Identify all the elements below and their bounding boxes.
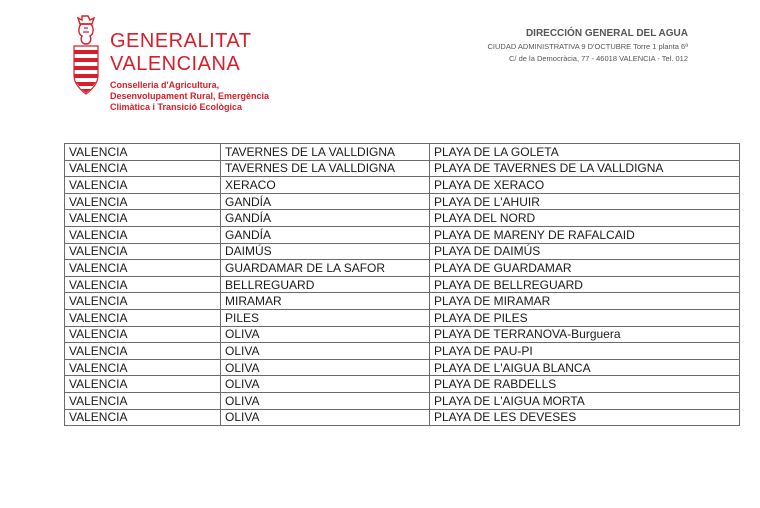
municipality-cell: DAIMÚS — [221, 243, 430, 260]
table-row — [65, 260, 740, 277]
beach-cell: PLAYA DE BELLREGUARD — [430, 276, 740, 293]
beach-cell: PLAYA DE L'AIGUA BLANCA — [430, 359, 740, 376]
province-cell: VALENCIA — [65, 392, 221, 409]
municipality-cell: BELLREGUARD — [221, 276, 430, 293]
beach-cell: PLAYA DE LES DEVESES — [430, 409, 740, 426]
municipality-cell: PILES — [221, 309, 430, 326]
municipality-cell: MIRAMAR — [221, 293, 430, 310]
generalitat-title — [110, 30, 251, 76]
municipality-cell: OLIVA — [221, 326, 430, 343]
province-cell: VALENCIA — [65, 343, 221, 360]
beach-cell: PLAYA DE PAU-PI — [430, 343, 740, 360]
municipality-cell: OLIVA — [221, 376, 430, 393]
province-cell: VALENCIA — [65, 293, 221, 310]
province-cell: VALENCIA — [65, 376, 221, 393]
municipality-cell: XERACO — [221, 177, 430, 194]
beach-cell: PLAYA DE LA GOLETA — [430, 144, 740, 161]
logo-sub-line3: Climàtica i Transició Ecològica — [110, 102, 243, 112]
beach-cell: PLAYA DE L'AIGUA MORTA — [430, 392, 740, 409]
conselleria-name — [110, 80, 269, 113]
province-cell: VALENCIA — [65, 260, 221, 277]
table-row — [65, 144, 740, 161]
province-cell: VALENCIA — [65, 243, 221, 260]
table-row — [65, 177, 740, 194]
municipality-cell: GANDÍA — [221, 193, 430, 210]
table-row — [65, 343, 740, 360]
table-row — [65, 359, 740, 376]
municipality-cell: OLIVA — [221, 343, 430, 360]
senyera-crest-icon — [70, 14, 102, 96]
beach-cell: PLAYA DEL NORD — [430, 210, 740, 227]
table-row — [65, 193, 740, 210]
beach-cell: PLAYA DE TERRANOVA-Burguera — [430, 326, 740, 343]
logo-sub-line2: Desenvolupament Rural, Emergència — [110, 91, 270, 101]
municipality-cell: TAVERNES DE LA VALLDIGNA — [221, 160, 430, 177]
agency-address-block — [487, 27, 688, 65]
province-cell: VALENCIA — [65, 193, 221, 210]
province-cell: VALENCIA — [65, 409, 221, 426]
beach-cell: PLAYA DE MIRAMAR — [430, 293, 740, 310]
province-cell: VALENCIA — [65, 226, 221, 243]
beaches-table-body — [65, 144, 740, 426]
table-row — [65, 160, 740, 177]
table-row — [65, 392, 740, 409]
beaches-table — [64, 143, 740, 426]
table-row — [65, 276, 740, 293]
beach-cell: PLAYA DE XERACO — [430, 177, 740, 194]
agency-address-line2: C/ de la Democràcia, 77 - 46018 VALENCIA - Tel. 012 — [509, 54, 688, 63]
beach-cell: PLAYA DE L'AHUIR — [430, 193, 740, 210]
province-cell: VALENCIA — [65, 276, 221, 293]
municipality-cell: OLIVA — [221, 359, 430, 376]
province-cell: VALENCIA — [65, 210, 221, 227]
table-row — [65, 309, 740, 326]
province-cell: VALENCIA — [65, 326, 221, 343]
province-cell: VALENCIA — [65, 177, 221, 194]
agency-address-line1: CIUDAD ADMINISTRATIVA 9 D'OCTUBRE Torre 1 planta 6ª — [487, 42, 688, 51]
agency-title: DIRECCIÓN GENERAL DEL AGUA — [525, 28, 688, 39]
beach-cell: PLAYA DE PILES — [430, 309, 740, 326]
logo-title-line2: VALENCIANA — [110, 53, 241, 75]
province-cell: VALENCIA — [65, 309, 221, 326]
municipality-cell: OLIVA — [221, 392, 430, 409]
province-cell: VALENCIA — [65, 160, 221, 177]
province-cell: VALENCIA — [65, 144, 221, 161]
beach-cell: PLAYA DE RABDELLS — [430, 376, 740, 393]
province-cell: VALENCIA — [65, 359, 221, 376]
municipality-cell: TAVERNES DE LA VALLDIGNA — [221, 144, 430, 161]
table-row — [65, 376, 740, 393]
beach-cell: PLAYA DE GUARDAMAR — [430, 260, 740, 277]
table-row — [65, 226, 740, 243]
logo-title-line1: GENERALITAT — [110, 30, 252, 52]
municipality-cell: OLIVA — [221, 409, 430, 426]
municipality-cell: GANDÍA — [221, 210, 430, 227]
beach-cell: PLAYA DE MARENY DE RAFALCAID — [430, 226, 740, 243]
table-row — [65, 210, 740, 227]
generalitat-logo — [70, 14, 300, 124]
logo-sub-line1: Conselleria d'Agricultura, — [110, 80, 220, 90]
municipality-cell: GUARDAMAR DE LA SAFOR — [221, 260, 430, 277]
table-row — [65, 326, 740, 343]
table-row — [65, 243, 740, 260]
table-row — [65, 293, 740, 310]
table-row — [65, 409, 740, 426]
beach-cell: PLAYA DE DAIMÚS — [430, 243, 740, 260]
beach-cell: PLAYA DE TAVERNES DE LA VALLDIGNA — [430, 160, 740, 177]
municipality-cell: GANDÍA — [221, 226, 430, 243]
